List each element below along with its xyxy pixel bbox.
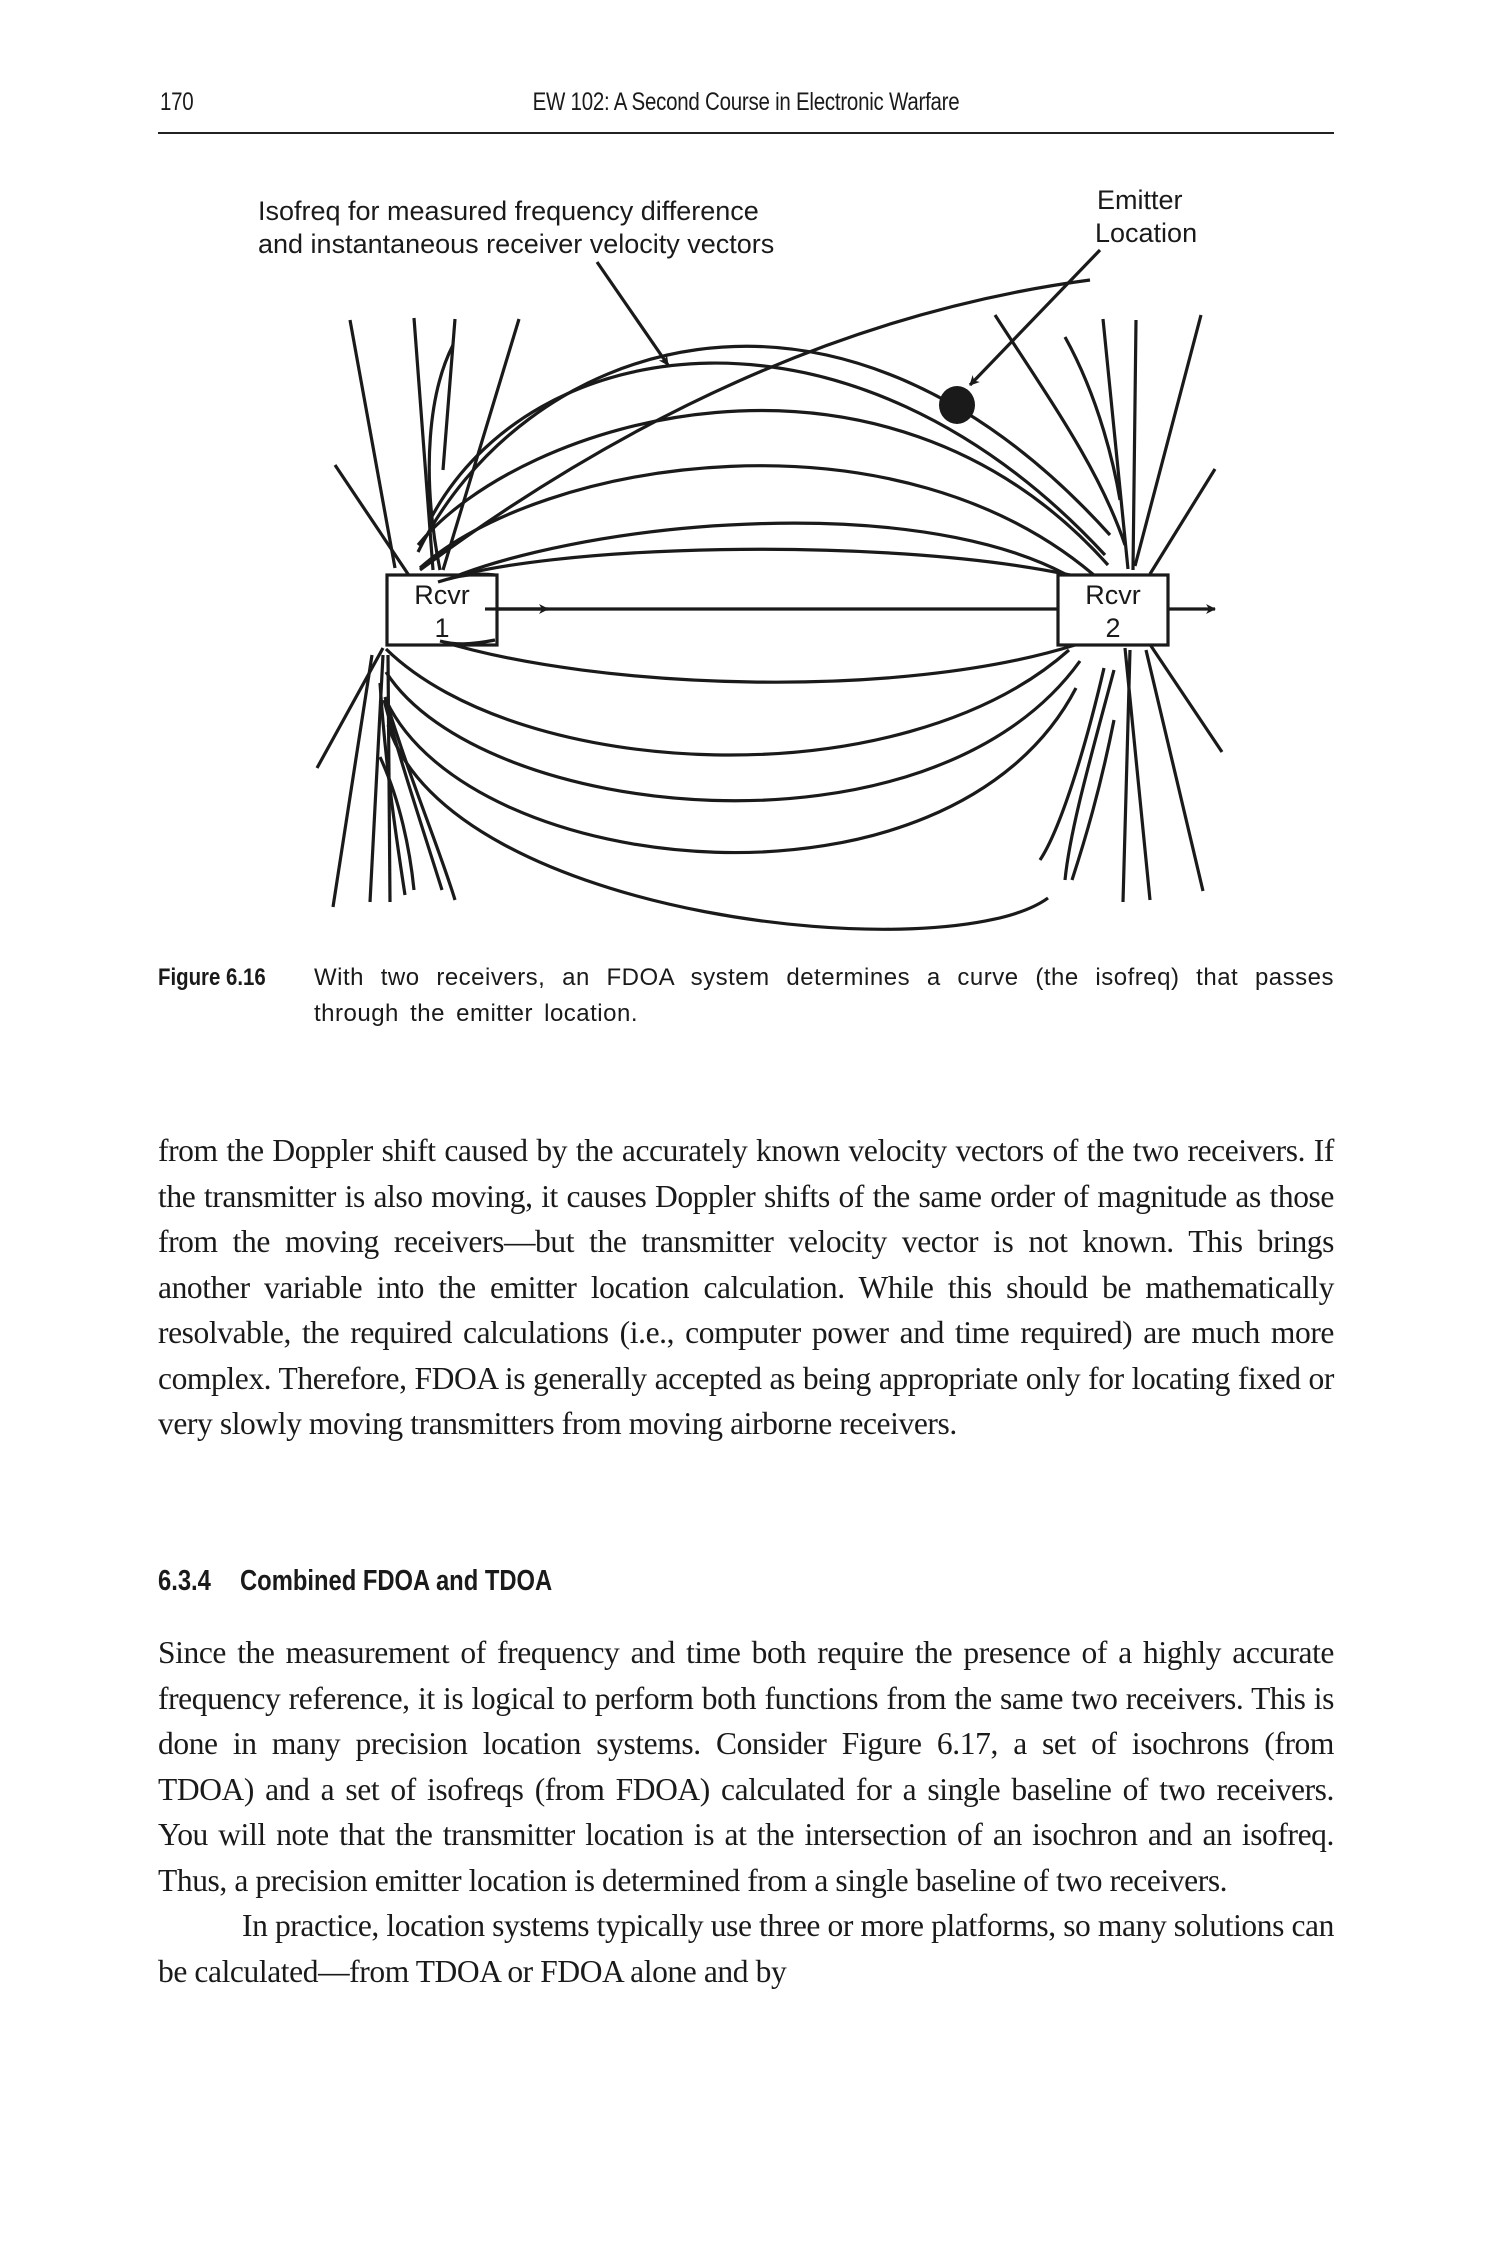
figure-caption-text: With two receivers, an FDOA system determines a curve (the isofreq) that passes through the emitter location. [314, 964, 1334, 1027]
receiver-2-number: 2 [1105, 613, 1121, 643]
section-number: 6.3.4 [158, 1565, 211, 1597]
emitter-location-dot [939, 386, 975, 424]
body-section-text [158, 1630, 1334, 1994]
figure-caption-label: Figure 6.16 [158, 964, 266, 991]
emitter-callout-label-line2: Location [1095, 218, 1198, 248]
isofreq-curve [425, 523, 1103, 599]
body-paragraph-1 [158, 1128, 1334, 1447]
receiver-2-label: Rcvr [1085, 580, 1141, 610]
isofreq-callout-label-line2: and instantaneous receiver velocity vectors [258, 229, 775, 259]
page-number: 170 [160, 88, 194, 116]
isofreq-curve [386, 649, 1069, 755]
isofreq-curve [418, 411, 1108, 565]
figure-caption [158, 960, 1334, 1032]
figure-6-16-diagram [0, 0, 1500, 950]
body-paragraph-2: Since the measurement of frequency and time both require the presence of a highly accurate frequency reference, it is logical to perform both functions from the same two receivers. This is done in many precision location systems. Consider Figure 6.17, a set of isochrons (from TDOA) and a set of isofreqs (from FDOA) calculated for a single baseline of two receivers. You will note that the transmitter location is at the intersection of an isochron and an isofreq. Thus, a precision emitter location is determined from a single baseline of two receivers. [158, 1635, 1334, 1898]
section-title: Combined FDOA and TDOA [240, 1565, 553, 1597]
isofreq-curves-upper [418, 280, 1110, 599]
isofreq-callout-arrow [597, 262, 668, 365]
section-heading [158, 1565, 552, 1598]
isofreq-curve [440, 641, 1075, 682]
isofreq-callout-label-line1: Isofreq for measured frequency difference [258, 196, 759, 226]
receiver-1-label: Rcvr [414, 580, 470, 610]
body-paragraph-3: In practice, location systems typically use three or more platforms, so many solutions can be calculated—from TDOA or FDOA alone and by [158, 1908, 1334, 1989]
isofreq-curve [418, 346, 1110, 552]
isofreq-curve [430, 363, 1105, 555]
book-title: EW 102: A Second Course in Electronic Warfare [532, 88, 960, 116]
isofreq-curves-lower [386, 641, 1080, 929]
emitter-callout-label-line1: Emitter [1097, 185, 1183, 215]
receiver-1-number: 1 [434, 613, 450, 643]
paragraph-text: from the Doppler shift caused by the accurately known velocity vectors of the two receivers. If the transmitter is also moving, it causes Doppler shifts of the same order of magnitude as those from the moving receivers—but the transmitter velocity vector is not known. This brings another variable into the emitter location calculation. While this should be mathematically resolvable, the required calculations (i.e., computer power and time required) are much more complex. Therefore, FDOA is generally accepted as being appropriate only for locating fixed or very slowly moving transmitters from moving airborne receivers. [158, 1133, 1334, 1441]
